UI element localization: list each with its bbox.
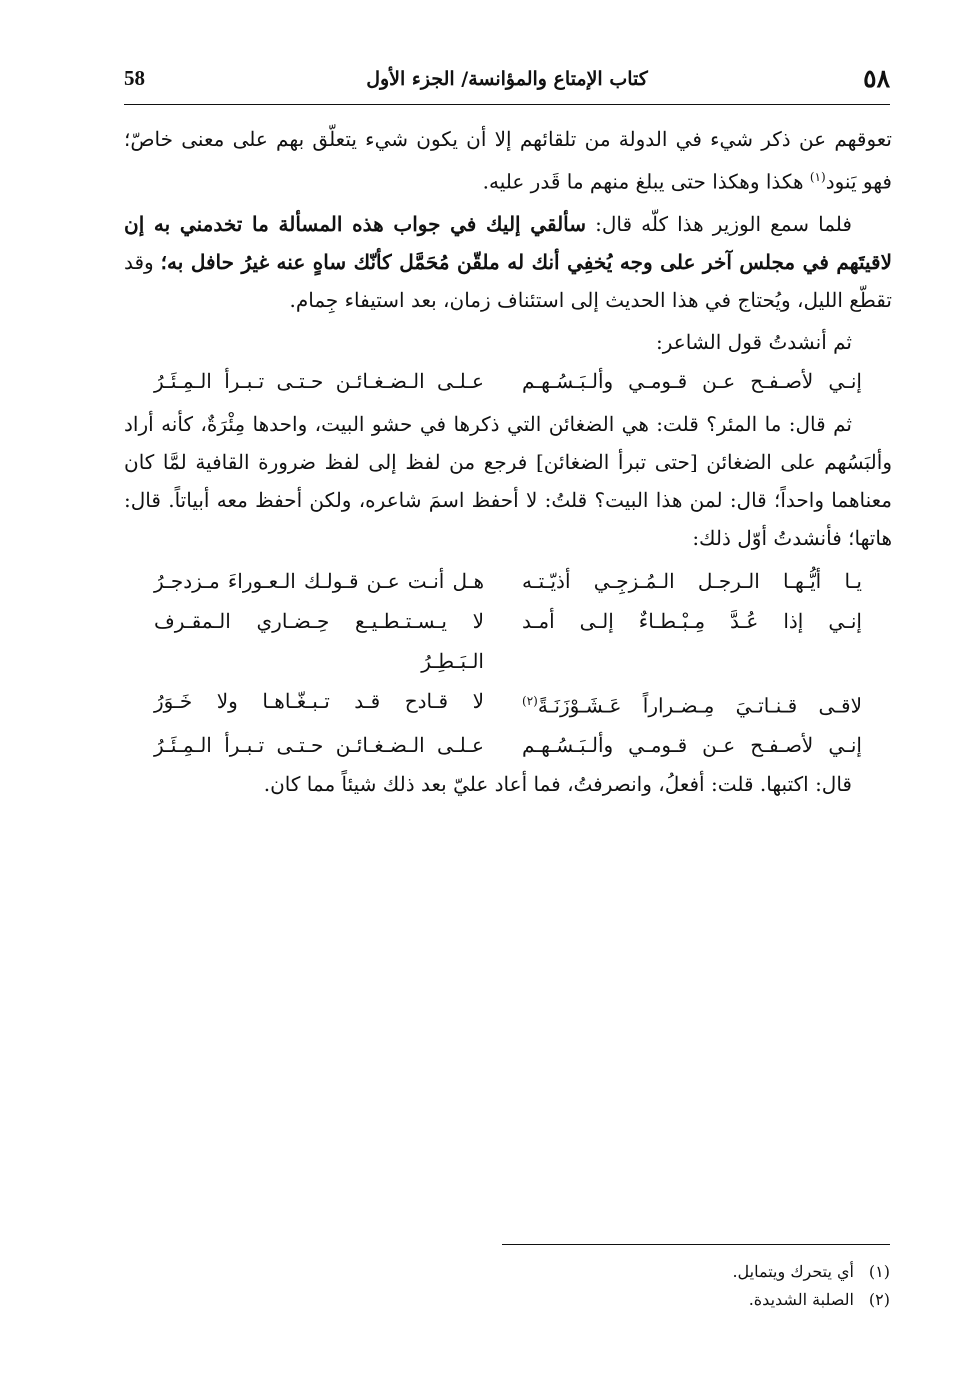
footnote-number: (٢)	[868, 1290, 890, 1309]
footnote-ref-1: (١)	[809, 170, 826, 184]
verse-line	[124, 361, 892, 401]
paragraph-5: قال: اكتبها. قلت: أفعلُ، وانصرفتُ، فما أعاد عليّ بعد ذلك شيئاً مما كان.	[263, 772, 852, 797]
footnotes	[124, 1258, 890, 1314]
running-header	[124, 62, 890, 98]
footnote-2	[124, 1286, 890, 1314]
header-divider	[124, 104, 890, 105]
page-number-latin: 58	[124, 66, 145, 90]
footnote-text: الصلبة الشديدة.	[748, 1290, 854, 1309]
poem-line	[124, 725, 892, 765]
footnote-text: أي يتحرك ويتمايل.	[732, 1262, 854, 1281]
footnote-ref-2: (٢)	[522, 693, 538, 708]
poem-second-hemistich: لا يـسـتـطـيـع حِـضـاري الـمقـرف الـبَـطِـرُ	[154, 608, 484, 673]
paragraph-2: فلما سمع الوزير هذا كلّه قال: سألقي إليك في جواب هذه المسألة ما تخدمني به إن لاقيتَهم في مجلس آخر على وجه يُخفِي أنك له ملقّن مُحَمَّل كأنّك ساهٍ عنه غيرُ حافل به؛ وقد تقطّع الليل، ويُحتاج في هذا الحديث إلى استئناف زمان، بعد استيفاء جِمام.	[124, 211, 892, 312]
footnote-divider	[502, 1244, 890, 1245]
paragraph-3: ثم أنشدتُ قول الشاعر:	[656, 329, 852, 354]
poem-first-hemistich: إنـي إذا عُـدَّ مِـبْـطـاءٌ إلـى أمـد	[522, 608, 862, 633]
poem-second-hemistich: هـل أنـت عـن قـولـك الـعـوراءَ مـزدجـرُ	[154, 568, 484, 593]
verse-second-hemistich: عـلـى الـضـغـائـن حـتـى تـبـرأ الـمِـئَـرُ	[154, 368, 484, 393]
poem-second-hemistich: عـلـى الـضـغـائـن حـتـى تـبـرأ الـمِـئَـرُ	[154, 733, 484, 758]
page-number-arabic: ٥٨	[863, 64, 890, 93]
poem-first-hemistich: لاقـى قـنـاتـيَ مِـضـراراً عَـشَـوْزَنَـةً$^{(٢)}$	[522, 693, 862, 718]
verse-first-hemistich: إنـي لأصـفـح عـن قـومـي وألـبَـسُـهـم	[522, 368, 862, 393]
poem	[124, 561, 892, 766]
running-title: كتاب الإمتاع والمؤانسة/ الجزء الأول	[366, 68, 648, 90]
footnote-1	[124, 1258, 890, 1286]
poem-second-hemistich: لا قـادح قـد تـبـغّـاهـا ولا خَـوَرُ	[154, 688, 484, 713]
poem-line	[124, 561, 892, 601]
vizier-quote: سألقي إليك في جواب هذه المسألة ما تخدمني به إن لاقيتَهم في مجلس آخر على وجه يُخفِي أنك له ملقّن مُحَمَّل كأنّك ساهٍ عنه غيرُ حافل به؛	[124, 211, 892, 274]
footnote-number: (١)	[868, 1262, 890, 1281]
poem-line	[124, 681, 892, 726]
poem-line	[124, 601, 892, 681]
paragraph-4: ثم قال: ما المئر؟ قلت: هي الضغائن التي ذكرها في حشو البيت، واحدها مِئْرَةٌ، كأنه أراد وألبَسُهم على الضغائن [حتى تبرأ الضغائن] فرجع من لفظ إلى لفظ ضرورة القافية لمَّا كان معناهما واحداً؛ قال: لمن هذا البيت؟ قلتُ: لا أحفظ اسمَ شاعره، ولكن أحفظ معه أبياتاً. قال: هاتها؛ فأنشدتُ أوّل ذلك:	[124, 411, 892, 550]
paragraph-1: تعوقهم عن ذكر شيء في الدولة من تلقائهم إلا أن يكون شيء يتعلّق بهم على معنى خاصّ؛ فهو يَنود$^{(١)}$ هكذا وهكذا حتى يبلغ منهم ما قَدر عليه.	[124, 127, 892, 194]
poem-first-hemistich: يـا أيُّـهـا الـرجـل الـمُـزجِـي أذيّـتـه	[522, 568, 862, 593]
poem-first-hemistich: إنـي لأصـفـح عـن قـومـي وألـبَـسُـهـم	[522, 733, 862, 758]
main-text	[124, 120, 892, 803]
